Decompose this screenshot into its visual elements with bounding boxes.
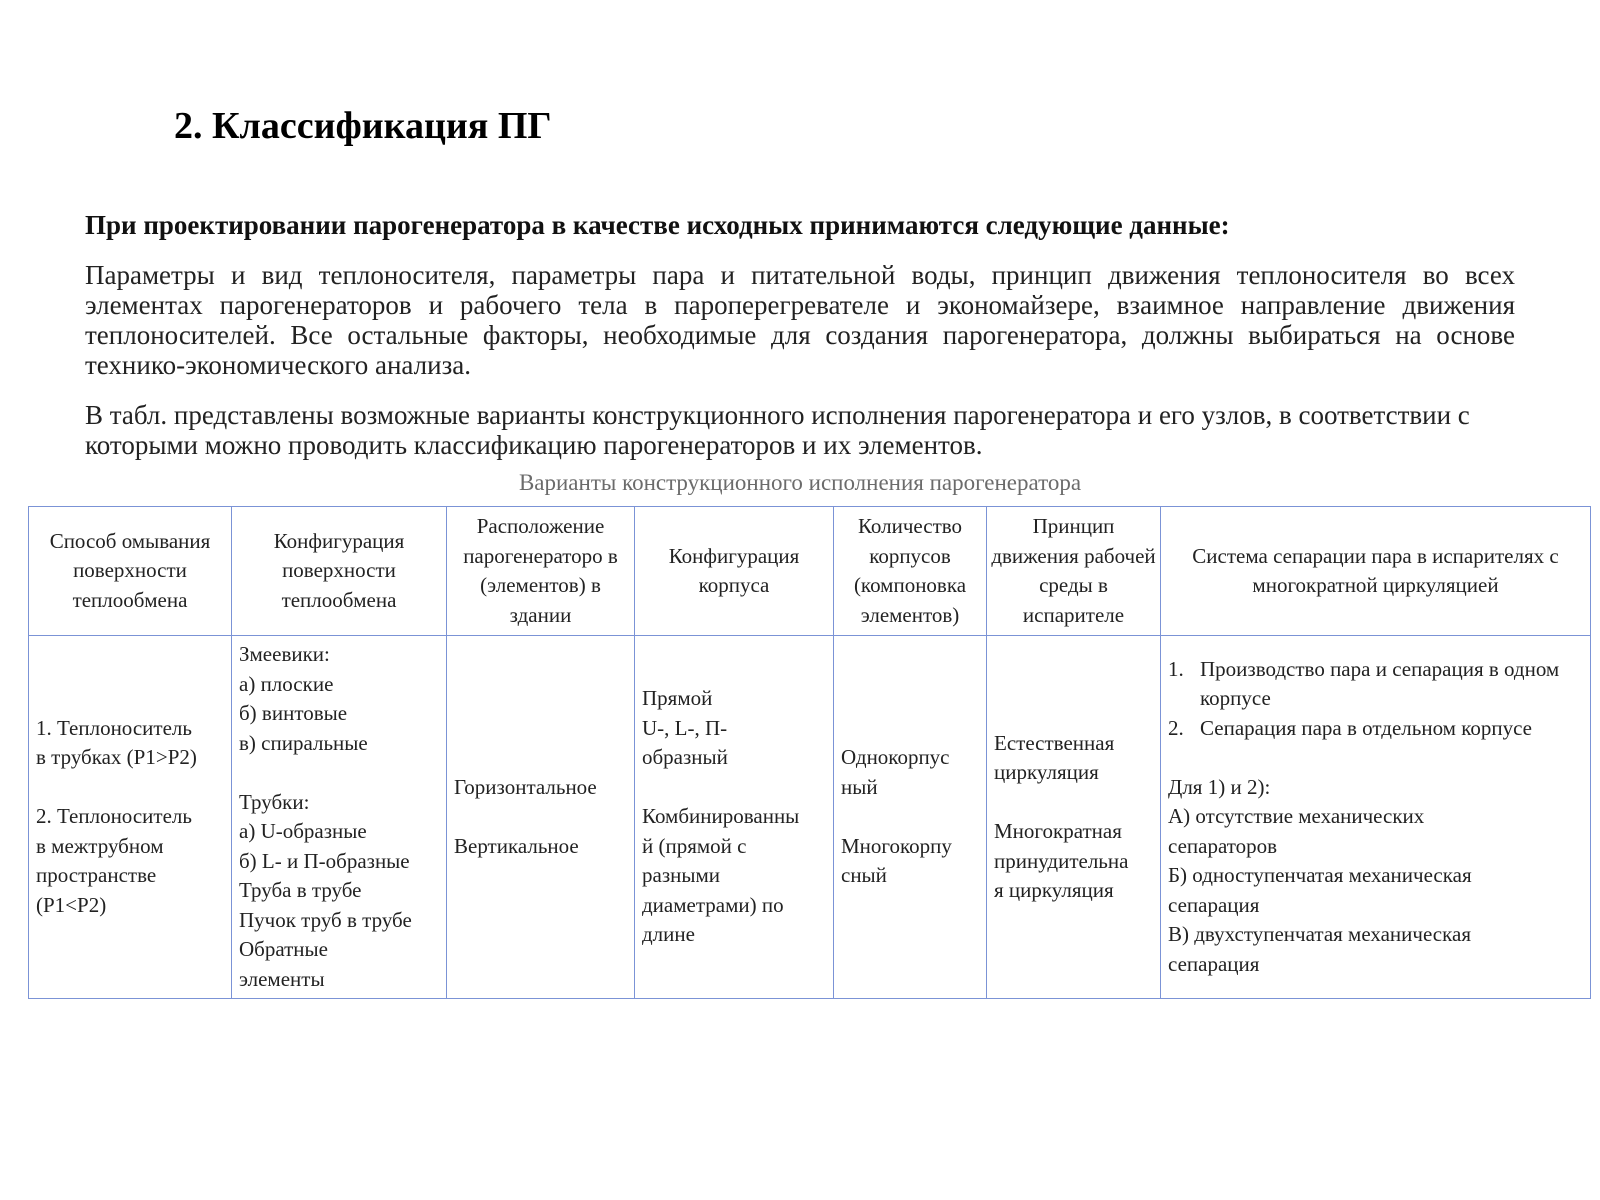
cell-line: а) U-образные (239, 819, 367, 843)
lead-text: При проектировании парогенератора в качестве исходных принимаются следующие данные: (85, 210, 1230, 240)
cell-line: сепарация (1168, 892, 1260, 917)
cell-placement (447, 636, 635, 999)
cell-housing-count (834, 636, 987, 999)
slide-title: 2. Классификация ПГ (174, 105, 552, 147)
cell-line: длине (642, 922, 695, 947)
cell-line (36, 773, 224, 803)
cell-line: Труба в трубе (239, 878, 362, 902)
cell-line: 1. Теплоноситель (36, 715, 192, 740)
cell-line: Прямой (642, 686, 713, 711)
cell-line: Многокорпу (841, 833, 952, 858)
cell-line: U-, L-, П- (642, 715, 728, 740)
table-row (29, 636, 1591, 999)
cell-line: й (прямой с (642, 833, 747, 858)
cell-line: Змеевики: (239, 642, 330, 666)
cell-line: диаметрами) по (642, 892, 784, 917)
cell-line: а) плоские (239, 671, 334, 696)
header-housing-count: Количество корпусов (компоновка элементов) (834, 507, 987, 636)
cell-washing-method (29, 636, 232, 999)
cell-line: Комбинированны (642, 804, 800, 829)
cell-line: сепарация (1168, 951, 1260, 976)
cell-separation-system (1161, 636, 1591, 999)
header-surface-configuration: Конфигурация поверхности теплообмена (232, 507, 447, 636)
paragraph-inputs: Параметры и вид теплоносителя, параметры пара и питательной воды, принцип движения теплоносителя во всех элементах парогенераторов и рабочего тела в пароперегревателе и экономайзере, взаимное направление движения теплоносителей. Все остальные факторы, необходимые для создания парогенератора, должны выбираться на основе технико-экономического анализа. (85, 260, 1515, 380)
list-item (1168, 655, 1583, 714)
cell-line: Б) одноступенчатая механическая (1168, 863, 1472, 888)
cell-line: В) двухступенчатая механическая (1168, 922, 1471, 947)
cell-line: А) отсутствие механических (1168, 804, 1425, 829)
cell-circulation-principle (987, 636, 1161, 999)
cell-line: принудительна (994, 848, 1129, 873)
header-separation-system: Система сепарации пара в испарителях с многократной циркуляцией (1161, 507, 1591, 636)
cell-housing-configuration (635, 636, 834, 999)
cell-line (642, 773, 826, 803)
cell-line: сепараторов (1168, 833, 1278, 858)
cell-line: образный (642, 745, 728, 770)
cell-line: разными (642, 863, 720, 888)
cell-line: (Р1<Р2) (36, 892, 107, 917)
cell-line (841, 802, 979, 832)
cell-line: Горизонтальное (454, 774, 597, 799)
cell-line: Пучок труб в трубе (239, 907, 412, 932)
cell-line (454, 802, 627, 832)
cell-line: Трубки: (239, 789, 310, 814)
header-washing-method: Способ омывания поверхности теплообмена (29, 507, 232, 636)
cell-line: я циркуляция (994, 878, 1114, 902)
cell-line: Вертикальное (454, 833, 579, 858)
paragraph-table-intro: В табл. представлены возможные варианты конструкционного исполнения парогенератора и его узлов, в соответствии с которыми можно проводить классификацию парогенераторов и их элементов. (85, 400, 1470, 460)
list-item-text: Сепарация пара в отдельном корпусе (1200, 715, 1532, 740)
cell-line: 2. Теплоноситель (36, 804, 192, 829)
cell-line: в межтрубном (36, 833, 164, 858)
header-housing-configuration: Конфигурация корпуса (635, 507, 834, 636)
table-caption: Варианты конструкционного исполнения парогенератора (518, 470, 1082, 495)
header-circulation-principle: Принцип движения рабочей среды в испарителе (987, 507, 1161, 636)
cell-line: Для 1) и 2): (1168, 774, 1271, 799)
cell-line: в трубках (Р1>Р2) (36, 745, 197, 770)
table-header-row (29, 507, 1591, 636)
cell-line: Естественная (994, 730, 1115, 755)
header-placement: Расположение парогенераторо в (элементов) в здании (447, 507, 635, 636)
cell-line (994, 788, 1153, 818)
cell-line: пространстве (36, 863, 157, 888)
cell-surface-configuration (232, 636, 447, 999)
cell-line: Однокорпус (841, 745, 950, 770)
design-variants-table (28, 506, 1591, 999)
cell-line: в) спиральные (239, 730, 368, 755)
spacer (1168, 743, 1583, 773)
cell-line: циркуляция (994, 760, 1099, 784)
cell-line: ный (841, 774, 878, 799)
list-item (1168, 714, 1583, 744)
list-item-text: Производство пара и сепарация в одном корпусе (1200, 656, 1560, 711)
cell-line: Обратные (239, 937, 328, 961)
cell-line: элементы (239, 966, 325, 991)
cell-line: сный (841, 863, 887, 888)
cell-line (239, 758, 439, 788)
cell-line: б) винтовые (239, 701, 348, 725)
list-item-number: 2. (1168, 715, 1184, 740)
cell-line: б) L- и П-образные (239, 848, 410, 873)
cell-line: Многократная (994, 819, 1122, 843)
list-item-number: 1. (1168, 656, 1184, 681)
